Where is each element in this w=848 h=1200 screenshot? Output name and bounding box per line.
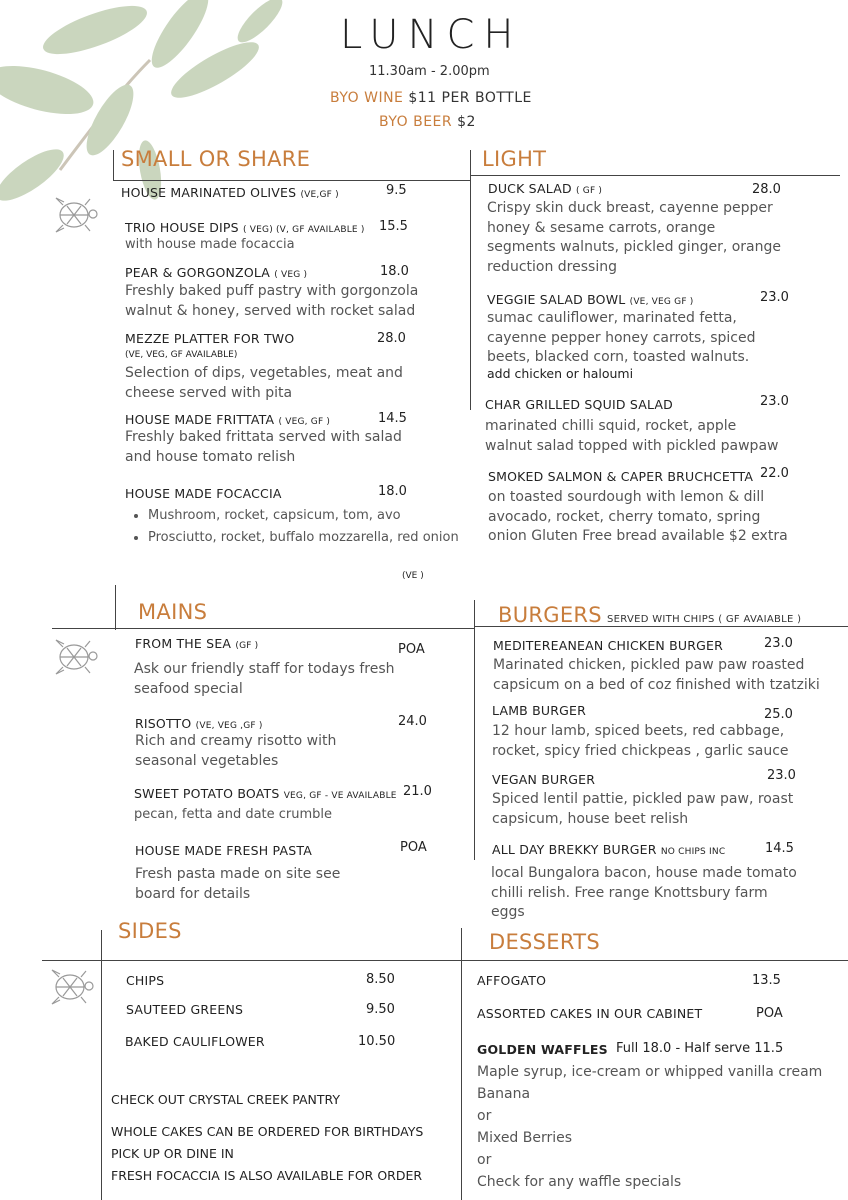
burgers-heading: [498, 603, 801, 627]
cakes-note: WHOLE CAKES CAN BE ORDERED FOR BIRTHDAYS: [111, 1124, 424, 1139]
menu-item-name: ASSORTED CAKES IN OUR CABINET: [477, 1006, 703, 1021]
list-item: Banana: [477, 1086, 531, 1102]
menu-item-name: LAMB BURGER: [492, 703, 587, 718]
menu-item-name: HOUSE MADE FOCACCIA: [125, 486, 282, 501]
pickup-note: PICK UP OR DINE IN: [111, 1146, 234, 1161]
menu-item-name: PEAR & GORGONZOLA ( VEG ): [125, 265, 308, 280]
menu-item-price: 14.5: [765, 841, 794, 856]
list-item: Check for any waffle specials: [477, 1174, 682, 1190]
menu-item-price: 25.0: [764, 707, 793, 722]
menu-item-price: 23.0: [764, 636, 793, 651]
list-item: • Mushroom, rocket, capsicum, tom, avo: [148, 505, 459, 527]
turtle-icon: [48, 632, 104, 682]
focaccia-note: FRESH FOCACCIA IS ALSO AVAILABLE FOR ORDER: [111, 1168, 423, 1183]
menu-item-price: 24.0: [398, 714, 427, 729]
byo-wine-label: BYO WINE: [330, 90, 404, 106]
divider: [113, 150, 114, 180]
menu-item-desc: pecan, fetta and date crumble: [134, 807, 333, 822]
menu-item-name: HOUSE MARINATED OLIVES (VE,GF ): [121, 185, 339, 200]
dietary-tag: NO CHIPS INC: [660, 847, 726, 857]
menu-item-price: 23.0: [760, 290, 789, 305]
dietary-tag: (VE ): [402, 571, 424, 581]
dietary-tag: ( VEG) (V, GF AVAILABLE ): [243, 225, 365, 235]
menu-item-name: CHAR GRILLED SQUID SALAD: [485, 397, 673, 412]
dietary-tag: ( GF ): [576, 186, 603, 196]
menu-item-name: MEZZE PLATTER FOR TWO: [125, 331, 295, 346]
list-item: Maple syrup, ice-cream or whipped vanilla cream: [477, 1064, 823, 1080]
byo-wine: [330, 90, 532, 106]
section-heading-mains: MAINS: [138, 600, 208, 624]
section-heading-sides: SIDES: [118, 919, 182, 943]
menu-item-price: POA: [398, 642, 425, 657]
menu-item-desc: Freshly baked puff pastry with gorgonzola walnut & honey, served with rocket salad: [125, 283, 419, 319]
byo-beer-value: $2: [457, 114, 476, 130]
divider: [470, 175, 840, 176]
divider: [115, 585, 116, 630]
divider: [52, 628, 475, 629]
waffle-options: [477, 1061, 822, 1193]
dietary-tag: (VE, VEG, GF AVAILABLE): [125, 350, 238, 360]
menu-item-price: 15.5: [379, 219, 408, 234]
menu-item-name: SMOKED SALMON & CAPER BRUCHCETTA: [488, 469, 754, 484]
divider: [461, 960, 848, 961]
dietary-tag: (VE, VEG ,GF ): [195, 721, 263, 731]
divider: [474, 600, 475, 860]
menu-item-price: Full 18.0 - Half serve 11.5: [616, 1041, 784, 1056]
turtle-icon: [48, 190, 104, 240]
menu-item-price: 28.0: [377, 331, 406, 346]
menu-item-desc: Rich and creamy risotto with seasonal vegetables: [135, 733, 337, 769]
menu-item-extra: add chicken or haloumi: [487, 366, 634, 381]
menu-item-price: 23.0: [760, 394, 789, 409]
menu-item-desc: Crispy skin duck breast, cayenne pepper honey & sesame carrots, orange segments walnuts, pickled ginger, orange reduction dressing: [487, 200, 781, 275]
list-item: or: [477, 1152, 492, 1168]
dietary-tag: (GF ): [235, 641, 259, 651]
section-heading-desserts: DESSERTS: [489, 930, 600, 954]
list-item: Mixed Berries: [477, 1130, 573, 1146]
menu-item-name: HOUSE MADE FRESH PASTA: [135, 843, 312, 858]
menu-item-price: 18.0: [380, 264, 409, 279]
menu-item-name: SAUTEED GREENS: [126, 1002, 244, 1017]
menu-item-price: 10.50: [358, 1034, 396, 1049]
menu-item-name: ALL DAY BREKKY BURGER NO CHIPS INC: [492, 842, 726, 857]
section-heading-burgers: BURGERS: [498, 603, 602, 627]
opening-hours: 11.30am - 2.00pm: [369, 64, 490, 79]
page-title: LUNCH: [340, 12, 523, 58]
dietary-tag: ( VEG ): [274, 270, 308, 280]
divider: [113, 180, 471, 181]
menu-item-desc: 12 hour lamb, spiced beets, red cabbage, rocket, spicy fried chickpeas , garlic sauce: [492, 723, 789, 759]
menu-item-name: MEDITEREANEAN CHICKEN BURGER: [493, 638, 724, 653]
dietary-tag: VEG, GF - VE AVAILABLE: [283, 791, 397, 801]
menu-item-name: VEGAN BURGER: [492, 772, 596, 787]
menu-item-desc: Spiced lentil pattie, pickled paw paw, roast capsicum, house beet relish: [492, 791, 794, 827]
section-heading-small: SMALL OR SHARE: [121, 147, 311, 171]
pantry-note: CHECK OUT CRYSTAL CREEK PANTRY: [111, 1092, 341, 1107]
menu-item-desc: on toasted sourdough with lemon & dill avocado, rocket, cherry tomato, spring onion Gluten Free bread available $2 extra: [488, 489, 788, 544]
menu-item-desc: local Bungalora bacon, house made tomato chilli relish. Free range Knottsbury farm eggs: [491, 865, 797, 920]
menu-item-name: RISOTTO (VE, VEG ,GF ): [135, 716, 263, 731]
menu-item-name: HOUSE MADE FRITTATA ( VEG, GF ): [125, 412, 331, 427]
menu-item-desc: sumac cauliflower, marinated fetta, cayenne pepper honey carrots, spiced beets, blacked corn, toasted walnuts.: [487, 310, 756, 365]
divider: [470, 150, 471, 410]
dietary-tag: ( VEG, GF ): [278, 417, 331, 427]
menu-item-name: DUCK SALAD ( GF ): [488, 181, 603, 196]
burgers-note: SERVED WITH CHIPS ( GF AVAIABLE ): [607, 614, 802, 625]
menu-item-name: FROM THE SEA (GF ): [135, 636, 259, 651]
menu-item-name: TRIO HOUSE DIPS ( VEG) (V, GF AVAILABLE ): [125, 220, 365, 235]
byo-beer: [379, 114, 476, 130]
byo-beer-label: BYO BEER: [379, 114, 453, 130]
turtle-icon: [44, 962, 100, 1012]
list-item: • Prosciutto, rocket, buffalo mozzarella, red onion: [148, 527, 459, 549]
menu-item-price: 22.0: [760, 466, 789, 481]
menu-item-desc: Ask our friendly staff for todays fresh seafood special: [134, 661, 395, 697]
menu-item-price: 18.0: [378, 484, 407, 499]
menu-item-price: 14.5: [378, 411, 407, 426]
menu-item-name: BAKED CAULIFLOWER: [125, 1034, 265, 1049]
menu-item-desc: Selection of dips, vegetables, meat and cheese served with pita: [125, 365, 403, 401]
menu-item-name: VEGGIE SALAD BOWL (VE, VEG GF ): [487, 292, 694, 307]
list-item: or: [477, 1108, 492, 1124]
menu-item-desc: Freshly baked frittata served with salad and house tomato relish: [125, 429, 402, 465]
menu-item-desc: marinated chilli squid, rocket, apple walnut salad topped with pickled pawpaw: [485, 418, 779, 454]
menu-item-price: 21.0: [403, 784, 432, 799]
menu-item-name: SWEET POTATO BOATS VEG, GF - VE AVAILABLE: [134, 786, 397, 801]
menu-item-price: 13.5: [752, 973, 781, 988]
dietary-tag: (VE, VEG GF ): [629, 297, 694, 307]
menu-item-price: 8.50: [366, 972, 395, 987]
menu-item-price: 28.0: [752, 182, 781, 197]
menu-item-desc: Fresh pasta made on site see board for details: [135, 866, 341, 902]
menu-item-name: AFFOGATO: [477, 973, 547, 988]
menu-item-price: POA: [400, 840, 427, 855]
menu-item-price: 23.0: [767, 768, 796, 783]
divider: [42, 960, 462, 961]
byo-wine-value: $11 PER BOTTLE: [408, 90, 532, 106]
menu-item-name: GOLDEN WAFFLES: [477, 1042, 608, 1057]
divider: [461, 928, 462, 1200]
menu-item-desc: Marinated chicken, pickled paw paw roasted capsicum on a bed of coz finished with tzatziki: [493, 657, 820, 693]
menu-item-price: 9.50: [366, 1002, 395, 1017]
focaccia-options: [130, 505, 459, 549]
divider: [101, 930, 102, 1200]
dietary-tag: (VE,GF ): [300, 190, 339, 200]
menu-item-desc: with house made focaccia: [125, 237, 295, 252]
menu-item-price: POA: [756, 1006, 783, 1021]
menu-item-name: CHIPS: [126, 973, 165, 988]
menu-item-price: 9.5: [386, 183, 407, 198]
section-heading-light: LIGHT: [482, 147, 547, 171]
